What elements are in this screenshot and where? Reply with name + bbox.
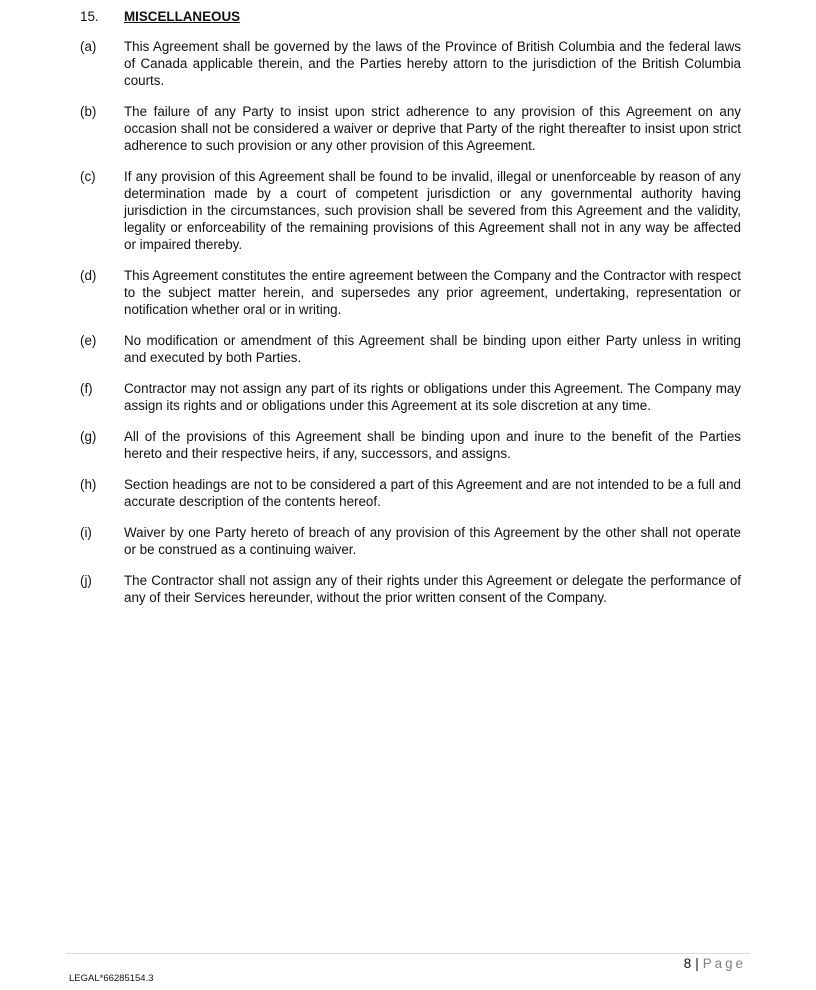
clause-b — [80, 103, 741, 154]
clause-i — [80, 524, 741, 558]
clause-h — [80, 476, 741, 510]
clause-f — [80, 380, 741, 414]
clause-text: This Agreement shall be governed by the laws of the Province of British Columbia and the federal laws of Canada applicable therein, and the Parties hereby attorn to the jurisdiction of the British Columbia courts. — [124, 39, 741, 88]
clause-text: The Contractor shall not assign any of their rights under this Agreement or delegate the performance of any of their Services hereunder, without the prior written consent of the Company. — [124, 573, 741, 605]
clause-text: Waiver by one Party hereto of breach of any provision of this Agreement by the other shall not operate or be construed as a continuing waiver. — [124, 525, 741, 557]
clause-text: This Agreement constitutes the entire agreement between the Company and the Contractor with respect to the subject matter herein, and supersedes any prior agreement, undertaking, representation or notification whether oral or in writing. — [124, 268, 741, 317]
clause-label: (a) — [80, 39, 97, 54]
clause-label: (f) — [80, 381, 93, 396]
clause-text: All of the provisions of this Agreement shall be binding upon and inure to the benefit of the Parties hereto and their respective heirs, if any, successors, and assigns. — [124, 429, 741, 461]
clause-d — [80, 267, 741, 318]
clause-label: (b) — [80, 104, 97, 119]
section-title: MISCELLANEOUS — [124, 9, 241, 24]
clause-label: (d) — [80, 268, 97, 283]
page-number: 8 — [683, 956, 692, 971]
page-separator: | — [695, 956, 699, 971]
clause-text: The failure of any Party to insist upon strict adherence to any provision of this Agreement on any occasion shall not be considered a waiver or deprive that Party of the right thereafter to insist upon strict adherence to such provision or any other provision of this Agreement. — [124, 104, 741, 153]
clause-j — [80, 572, 741, 606]
page-word: Page — [702, 956, 746, 971]
clause-label: (h) — [80, 477, 97, 492]
clause-text: No modification or amendment of this Agreement shall be binding upon either Party unless in writing and executed by both Parties. — [124, 333, 741, 365]
footer-divider — [66, 953, 750, 954]
clause-label: (j) — [80, 573, 92, 588]
clause-text: Contractor may not assign any part of its rights or obligations under this Agreement. The Company may assign its rights and or obligations under this Agreement at its sole discretion at any time. — [124, 381, 741, 413]
clause-label: (c) — [80, 169, 96, 184]
clause-e — [80, 332, 741, 366]
clause-label: (e) — [80, 333, 97, 348]
clause-c — [80, 168, 741, 253]
section-heading — [80, 8, 240, 25]
clause-label: (i) — [80, 525, 92, 540]
clause-g — [80, 428, 741, 462]
clause-label: (g) — [80, 429, 97, 444]
clause-text: If any provision of this Agreement shall be found to be invalid, illegal or unenforceable by reason of any determination made by a court of competent jurisdiction or any governmental authority having jurisdiction in the circumstances, such provision shall be severed from this Agreement and the validity, legality or enforceability of the remaining provisions of this Agreement shall not in any way be affected or impaired thereby. — [124, 169, 741, 252]
document-id: LEGAL*66285154.3 — [69, 973, 154, 984]
clause-a — [80, 38, 741, 89]
section-number: 15. — [80, 9, 99, 24]
clause-list — [80, 38, 741, 620]
page-number-footer — [684, 955, 746, 972]
clause-text: Section headings are not to be considered a part of this Agreement and are not intended to be a full and accurate description of the contents hereof. — [124, 477, 741, 509]
